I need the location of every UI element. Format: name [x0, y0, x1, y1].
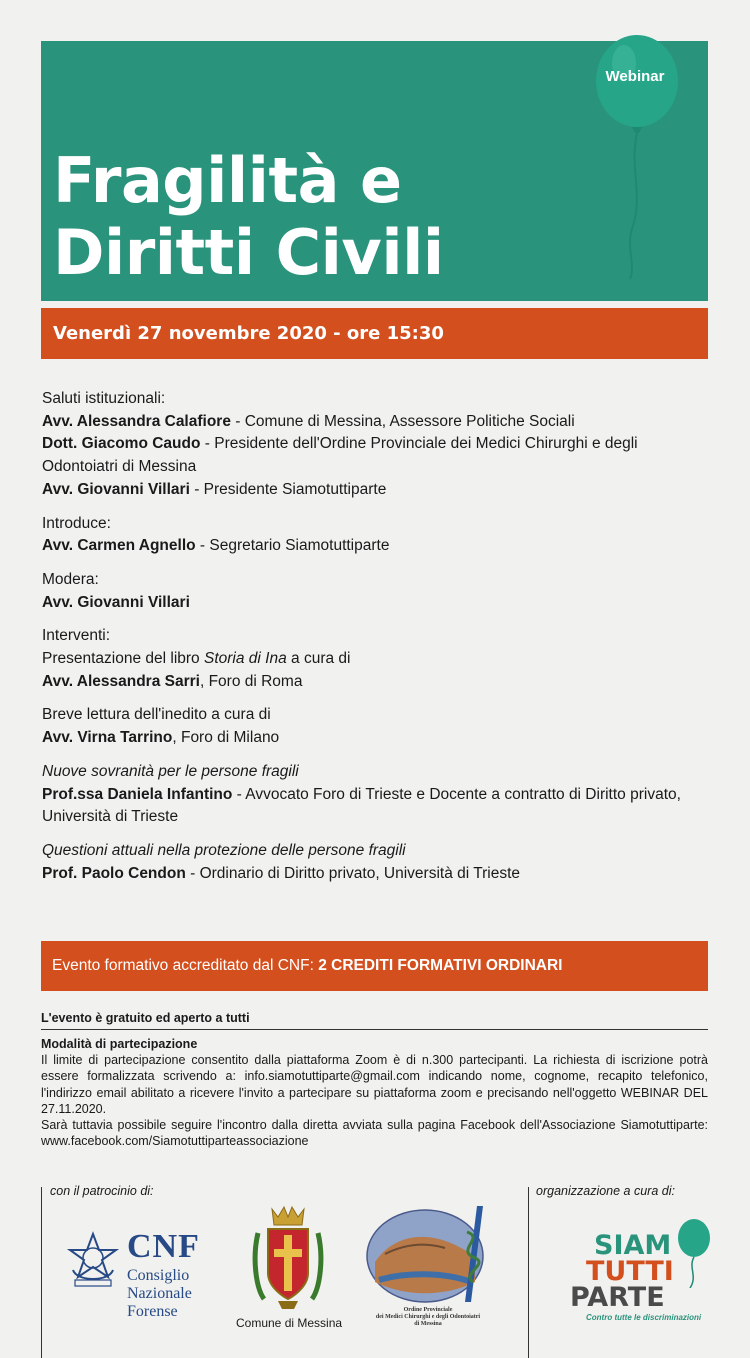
- modalita-section: [41, 1036, 708, 1149]
- date-bar: Venerdì 27 novembre 2020 - ore 15:30: [41, 308, 708, 359]
- ordine-caption: Ordine Provinciale dei Medici Chirurghi e degli Odontoiatri di Messina: [375, 1307, 481, 1327]
- speaker-line: Avv. Alessandra Sarri, Foro di Roma: [42, 672, 303, 690]
- speaker-line: Avv. Giovanni Villari - Presidente Siamotuttiparte: [42, 480, 387, 498]
- speaker-line: Avv. Carmen Agnello - Segretario Siamotuttiparte: [42, 537, 390, 555]
- title-line-1: Fragilità e: [53, 144, 402, 217]
- footer-divider-left: [41, 1187, 42, 1358]
- interventi-block: [42, 625, 702, 693]
- republic-emblem-icon: [65, 1230, 121, 1292]
- speaker-line: Prof.ssa Daniela Infantino - Avvocato Foro di Trieste e Docente a contratto di Diritto privato, Università di Trieste: [42, 785, 681, 826]
- saluti-block: [42, 388, 702, 502]
- siam-balloon-icon: [676, 1218, 712, 1288]
- interventi-heading: Interventi:: [42, 627, 111, 645]
- book-presentation: Presentazione del libro Storia di Ina a cura di: [42, 650, 351, 668]
- topic-title: Nuove sovranità per le persone fragili: [42, 762, 299, 780]
- lettura-text: Breve lettura dell'inedito a cura di: [42, 706, 271, 724]
- balloon-icon: [594, 29, 684, 279]
- messina-caption: Comune di Messina: [236, 1316, 343, 1330]
- siam-logo-word-2: TUTTI: [586, 1256, 674, 1287]
- webinar-badge: Webinar: [605, 68, 665, 85]
- program: [42, 388, 702, 896]
- topic2-block: [42, 840, 702, 885]
- credits-bar: Evento formativo accreditato dal CNF: 2 CREDITI FORMATIVI ORDINARI: [41, 941, 708, 991]
- lettura-block: [42, 704, 702, 749]
- speaker-line: Avv. Giovanni Villari: [42, 593, 190, 611]
- organizzazione-label: organizzazione a cura di:: [536, 1184, 675, 1198]
- introduce-heading: Introduce:: [42, 514, 111, 532]
- messina-crest-icon: [250, 1203, 326, 1313]
- cnf-line2: Nazionale: [127, 1285, 192, 1302]
- modera-block: [42, 569, 702, 614]
- cnf-line3: Forense: [127, 1303, 178, 1320]
- modalita-title: Modalità di partecipazione: [41, 1037, 198, 1051]
- introduce-block: [42, 513, 702, 558]
- modalita-paragraph-2: Sarà tuttavia possibile seguire l'incontro dalla diretta avviata sulla pagina Facebook dell'Associazione Siamotuttiparte: www.facebook.com/Siamotuttiparteassociazione: [41, 1118, 708, 1149]
- free-notice: L'evento è gratuito ed aperto a tutti: [41, 1011, 708, 1030]
- speaker-line: Dott. Giacomo Caudo - Presidente dell'Ordine Provinciale dei Medici Chirurghi e degli Odontoiatri di Messina: [42, 435, 638, 476]
- saluti-heading: Saluti istituzionali:: [42, 390, 166, 407]
- siam-tagline: Contro tutte le discriminazioni: [586, 1313, 702, 1322]
- siam-logo-word-3: PARTE: [570, 1282, 665, 1313]
- patrocinio-label: con il patrocinio di:: [50, 1184, 154, 1198]
- speaker-line: Avv. Alessandra Calafiore - Comune di Messina, Assessore Politiche Sociali: [42, 412, 575, 430]
- topic1-block: [42, 761, 702, 829]
- ordine-medici-emblem-icon: [365, 1202, 495, 1306]
- cnf-abbr: CNF: [127, 1228, 200, 1265]
- cnf-line1: Consiglio: [127, 1267, 190, 1284]
- footer-divider-right: [528, 1187, 529, 1358]
- event-title: [53, 145, 444, 289]
- speaker-line: Prof. Paolo Cendon - Ordinario di Diritto privato, Università di Trieste: [42, 864, 521, 882]
- modalita-paragraph-1: Il limite di partecipazione consentito dalla piattaforma Zoom è di n.300 partecipanti. La richiesta di iscrizione potrà essere formalizzata scrivendo a: info.siamotuttiparte@gmail.com indicando nome, cognome, recapito telefonico, l'indirizzo email abilitato a ricevere l'invito a partecipare su piattaforma zoom e precisando nell'oggetto WEBINAR DEL 27.11.2020.: [41, 1053, 708, 1116]
- speaker-line: Avv. Virna Tarrino, Foro di Milano: [42, 729, 280, 747]
- siam-logo-word-1: SIAM: [594, 1230, 672, 1261]
- topic-title: Questioni attuali nella protezione delle persone fragili: [42, 841, 406, 859]
- modera-heading: Modera:: [42, 570, 99, 588]
- title-line-2: Diritti Civili: [53, 216, 444, 289]
- hero-banner: [41, 41, 708, 301]
- cnf-logo: [127, 1230, 200, 1321]
